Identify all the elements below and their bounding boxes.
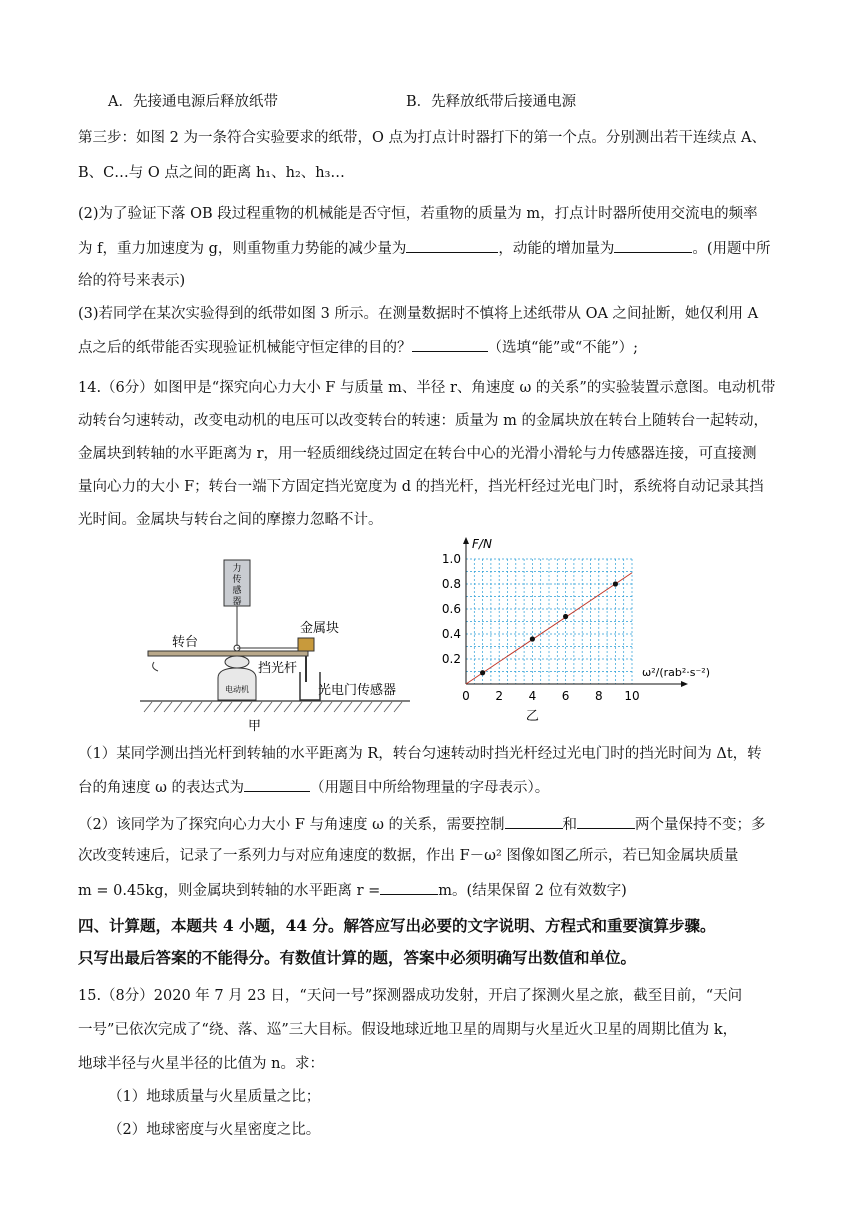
q14-line3: 金属块到转轴的水平距离为 r，用一轻质细线绕过固定在转台中心的光滑小滑轮与力传感器连接，可直接测	[78, 446, 757, 462]
q15-line1: 15.（8分）2020 年 7 月 23 日，“天问一号”探测器成功发射，开启了探测火星之旅，截至目前，“天问	[78, 988, 743, 1004]
y-tick-label: 0.4	[441, 627, 461, 641]
ground-hatching	[144, 702, 402, 712]
q14-1-line2	[78, 777, 788, 798]
step3-line1: 第三步：如图 2 为一条符合实验要求的纸带，O 点为打点计时器打下的第一个点。分别测出若干连续点 A、	[78, 130, 767, 146]
y-tick-label: 0.6	[441, 602, 461, 616]
q15-sub1: （1）地球质量与火星质量之比；	[108, 1089, 321, 1105]
q14-2-text-c: 两个量保持不变；多	[635, 817, 766, 833]
motor-label: 电动机	[225, 685, 249, 694]
q14-line4: 量向心力的大小 F；转台一端下方固定挡光宽度为 d 的挡光杆，挡光杆经过光电门时，系统将自动记录其挡	[78, 479, 764, 495]
label-metal-block: 金属块	[300, 621, 340, 636]
y-tick-label: 1.0	[441, 552, 461, 566]
q14-2-text-d: m。(结果保留 2 位有效数字)	[438, 883, 627, 899]
q3-line1: (3)若同学在某次实验得到的纸带如图 3 所示。在测量数据时不慎将上述纸带从 OA 之间扯断，她仅利用 A	[78, 306, 759, 322]
q14-2-text-a: （2）该同学为了探究向心力大小 F 与角速度 ω 的关系，需要控制	[78, 817, 505, 833]
sensor-char-4: 器	[232, 597, 242, 607]
rotation-arrow-icon	[153, 662, 158, 671]
section4-heading-2: 只写出最后答案的不能得分。有数值计算的题，答案中必须明确写出数值和单位。	[78, 948, 637, 967]
sensor-char-1: 力	[232, 564, 242, 574]
q14-line2: 动转台匀速转动，改变电动机的电压可以改变转台的转速：质量为 m 的金属块放在转台上随转台一起转动，	[78, 413, 768, 429]
answer-blank-ke[interactable]	[614, 238, 692, 253]
chart-ylabel: F/N	[472, 537, 492, 551]
q14-line5: 光时间。金属块与转台之间的摩擦力忽略不计。	[78, 512, 383, 528]
x-tick-label: 0	[462, 689, 470, 703]
q2-line1: (2)为了验证下落 OB 段过程重物的机械能是否守恒，若重物的质量为 m，打点计时器所使用交流电的频率	[78, 206, 758, 222]
y-tick-label: 0.8	[441, 577, 461, 591]
q15-sub2: （2）地球密度与火星密度之比。	[108, 1122, 321, 1138]
chart-xlabel: ω²/(rab²·s⁻²)	[642, 666, 711, 679]
answer-blank-control-1[interactable]	[505, 814, 563, 829]
answer-blank-control-2[interactable]	[577, 814, 635, 829]
chart-caption: 乙	[525, 709, 539, 724]
q15-line2: 一号”已依次完成了“绕、落、巡”三大目标。假设地球近地卫星的周期与火星近火卫星的周期比值为 k，	[78, 1022, 738, 1038]
label-turntable: 转台	[172, 635, 199, 650]
q2-text-b: ，动能的增加量为	[498, 241, 615, 257]
photogate	[300, 672, 320, 700]
answer-blank-omega[interactable]	[244, 777, 310, 792]
x-tick-label: 10	[624, 689, 640, 703]
y-axis-arrow-icon	[463, 537, 469, 544]
q14-2-line2: 次改变转速后，记录了一系列力与对应角速度的数据，作出 F－ω² 图像如图乙所示，若已知金属块质量	[78, 848, 739, 864]
label-photogate: 光电门传感器	[318, 683, 397, 698]
q15-line3: 地球半径与火星半径的比值为 n。求：	[78, 1056, 324, 1072]
data-point	[613, 581, 618, 586]
q3-text-a: 点之后的纸带能否实现验证机械能守恒定律的目的？	[78, 340, 412, 356]
figure-yi-chart	[432, 536, 732, 732]
x-tick-label: 8	[594, 689, 603, 703]
q14-1-text-b: （用题目中所给物理量的字母表示）。	[310, 780, 550, 796]
option-a: A．先接通电源后释放纸带	[108, 94, 278, 110]
q14-2-text-b: 和	[562, 817, 578, 833]
data-point	[563, 614, 568, 619]
chart-axes	[463, 537, 688, 687]
q3-line2	[78, 337, 788, 358]
q14-1-text-a: 台的角速度 ω 的表达式为	[78, 780, 245, 796]
figure-jia-apparatus	[140, 554, 430, 734]
q2-line3: 给的符号来表示)	[78, 273, 186, 289]
data-point	[530, 636, 535, 641]
chart-grid	[466, 559, 632, 684]
q2-text-c: 。(用题中所	[692, 241, 771, 257]
label-light-bar: 挡光杆	[258, 661, 298, 676]
option-b: B．先释放纸带后接通电源	[406, 94, 577, 110]
y-tick-label: 0.2	[441, 652, 461, 666]
q14-line1: 14.（6分）如图甲是“探究向心力大小 F 与质量 m、半径 r、角速度 ω 的关系”的实验装置示意图。电动机带	[78, 380, 776, 396]
q14-2-line1	[78, 814, 788, 835]
answer-blank-r[interactable]	[380, 880, 438, 895]
answer-blank-q3[interactable]	[412, 337, 488, 352]
section4-heading-1: 四、计算题，本题共 4 小题，44 分。解答应写出必要的文字说明、方程式和重要演算步骤。	[78, 916, 716, 935]
q14-2-line3	[78, 880, 788, 901]
turntable-plate	[148, 651, 308, 656]
answer-blank-pe[interactable]	[406, 238, 498, 253]
x-tick-label: 2	[495, 689, 504, 703]
motor-body	[218, 668, 256, 700]
sensor-char-2: 传	[232, 575, 242, 585]
caption-jia: 甲	[248, 719, 262, 734]
sensor-char-3: 感	[232, 586, 242, 596]
q14-2-text-c: m = 0.45kg，则金属块到转轴的水平距离 r =	[78, 883, 381, 899]
q14-1-line1: （1）某同学测出挡光杆到转轴的水平距离为 R，转台匀速转动时挡光杆经过光电门时的挡光时间为 Δt，转	[78, 746, 762, 762]
q3-text-b: （选填“能”或“不能”）;	[487, 340, 639, 356]
q2-text-a: 为 f，重力加速度为 g，则重物重力势能的减少量为	[78, 241, 407, 257]
step3-line2: B、C…与 O 点之间的距离 h₁、h₂、h₃…	[78, 165, 345, 181]
x-tick-label: 6	[561, 689, 570, 703]
metal-block	[298, 638, 314, 651]
data-point	[480, 670, 485, 675]
x-axis-arrow-icon	[681, 681, 688, 687]
q2-line2	[78, 238, 788, 259]
x-tick-label: 4	[528, 689, 537, 703]
motor-top	[225, 656, 249, 668]
